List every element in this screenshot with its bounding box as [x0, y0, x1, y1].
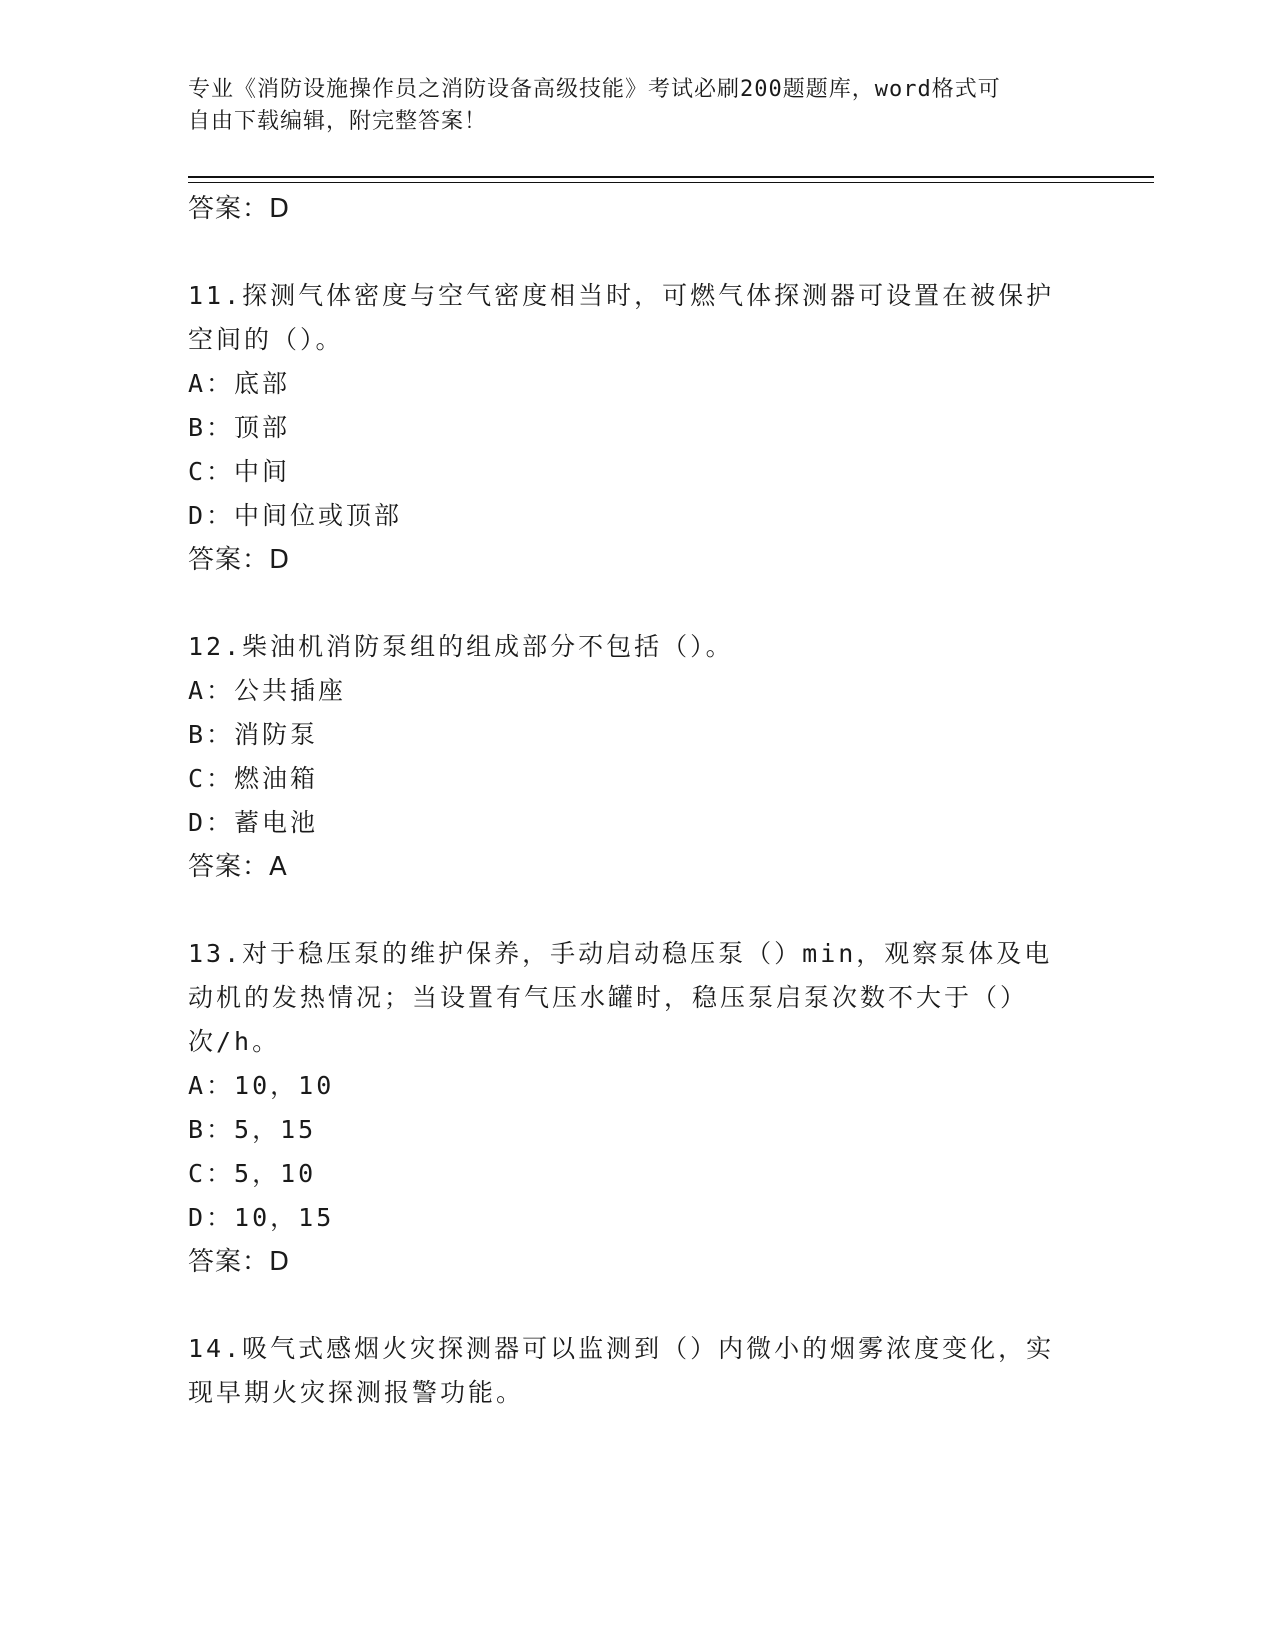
question-13-text-line-2: 动机的发热情况；当设置有气压水罐时，稳压泵启泵次数不大于（） — [188, 983, 1029, 1012]
question-12-option-c: C：燃油箱 — [188, 764, 319, 793]
question-11-text-line-2: 空间的（）。 — [188, 325, 344, 354]
question-11-option-b: B：顶部 — [188, 413, 291, 442]
question-14-text-line-1: 14.吸气式感烟火灾探测器可以监测到（）内微小的烟雾浓度变化，实 — [188, 1334, 1055, 1363]
header-rule-thin — [188, 182, 1154, 183]
question-13-option-b: B：5，15 — [188, 1115, 317, 1144]
question-13-option-a: A：10，10 — [188, 1071, 335, 1100]
question-12-option-d: D：蓄电池 — [188, 808, 319, 837]
question-11-option-d: D：中间位或顶部 — [188, 501, 403, 530]
question-13-text-line-3: 次/h。 — [188, 1027, 281, 1056]
question-14-text-line-2: 现早期火灾探测报警功能。 — [188, 1378, 525, 1407]
question-11-text-line-1: 11.探测气体密度与空气密度相当时，可燃气体探测器可设置在被保护 — [188, 281, 1055, 310]
header-line-2: 自由下载编辑，附完整答案！ — [188, 109, 488, 134]
question-13-text-line-1: 13.对于稳压泵的维护保养，手动启动稳压泵（）min，观察泵体及电 — [188, 939, 1053, 968]
question-12-answer: 答案：A — [188, 852, 288, 882]
question-11-option-a: A：底部 — [188, 369, 291, 398]
question-13-option-c: C：5，10 — [188, 1159, 317, 1188]
previous-answer: 答案：D — [188, 194, 291, 224]
question-11-option-c: C：中间 — [188, 457, 291, 486]
question-13-option-d: D：10，15 — [188, 1203, 335, 1232]
header-rule-thick — [188, 176, 1154, 178]
question-12-option-a: A：公共插座 — [188, 676, 347, 705]
question-11-answer: 答案：D — [188, 545, 291, 575]
page-header — [188, 74, 1068, 138]
question-13-answer: 答案：D — [188, 1247, 291, 1277]
question-12-option-b: B：消防泵 — [188, 720, 319, 749]
header-line-1: 专业《消防设施操作员之消防设备高级技能》考试必刷200题题库，word格式可 — [188, 77, 1001, 102]
question-12-text-line-1: 12.柴油机消防泵组的组成部分不包括（）。 — [188, 632, 734, 661]
